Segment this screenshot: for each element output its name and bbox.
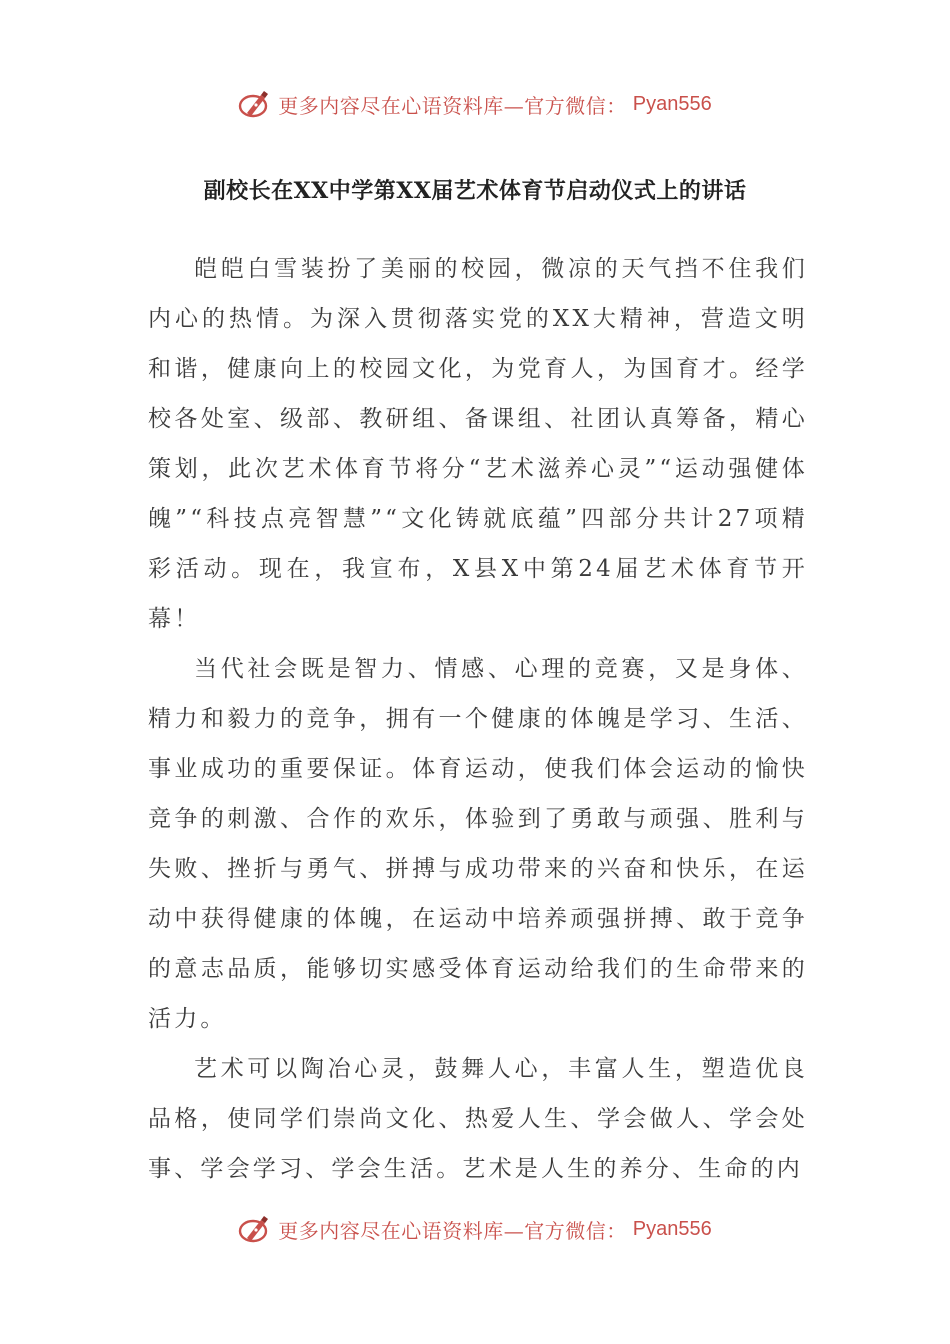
paragraph: 艺术可以陶冶心灵，鼓舞人心，丰富人生，塑造优良品格，使同学们崇尚文化、热爱人生、学会做人、学会处事、学会学习、学会生活。艺术是人生的养分、生命的内 — [148, 1056, 808, 1182]
footer-watermark — [0, 1209, 950, 1249]
paragraph: 当代社会既是智力、情感、心理的竞赛，又是身体、精力和毅力的竞争，拥有一个健康的体魄是学习、生活、事业成功的重要保证。体育运动，使我们体会运动的愉快竞争的刺激、合作的欢乐，体验到了勇敢与顽强、胜利与失败、挫折与勇气、拼搏与成功带来的兴奋和快乐，在运动中获得健康的体魄，在运动中培养顽强拼搏、敢于竞争的意志品质，能够切实感受体育运动给我们的生命带来的活力。 — [148, 656, 808, 1032]
watermark-handle: Pyan556 — [632, 92, 712, 115]
watermark-text: 更多内容尽在心语资料库—官方微信： — [278, 1218, 627, 1243]
pen-nib-logo-icon — [238, 87, 272, 121]
document-body — [148, 244, 808, 1194]
paragraph: 皑皑白雪装扮了美丽的校园，微凉的天气挡不住我们内心的热情。为深入贯彻落实党的XX大精神，营造文明和谐，健康向上的校园文化，为党育人，为国育才。经学校各处室、级部、教研组、备课组、社团认真筹备，精心策划，此次艺术体育节将分“艺术滋养心灵”“运动强健体魄”“科技点亮智慧”“文化铸就底蕴”四部分共计27项精彩活动。现在，我宣布，X县X中第24届艺术体育节开幕！ — [148, 256, 808, 632]
document-title: 副校长在XX中学第XX届艺术体育节启动仪式上的讲话 — [203, 178, 747, 204]
header-watermark — [0, 84, 950, 124]
pen-nib-logo-icon — [238, 1212, 272, 1246]
watermark-handle: Pyan556 — [632, 1217, 712, 1240]
watermark-text: 更多内容尽在心语资料库—官方微信： — [278, 93, 627, 118]
